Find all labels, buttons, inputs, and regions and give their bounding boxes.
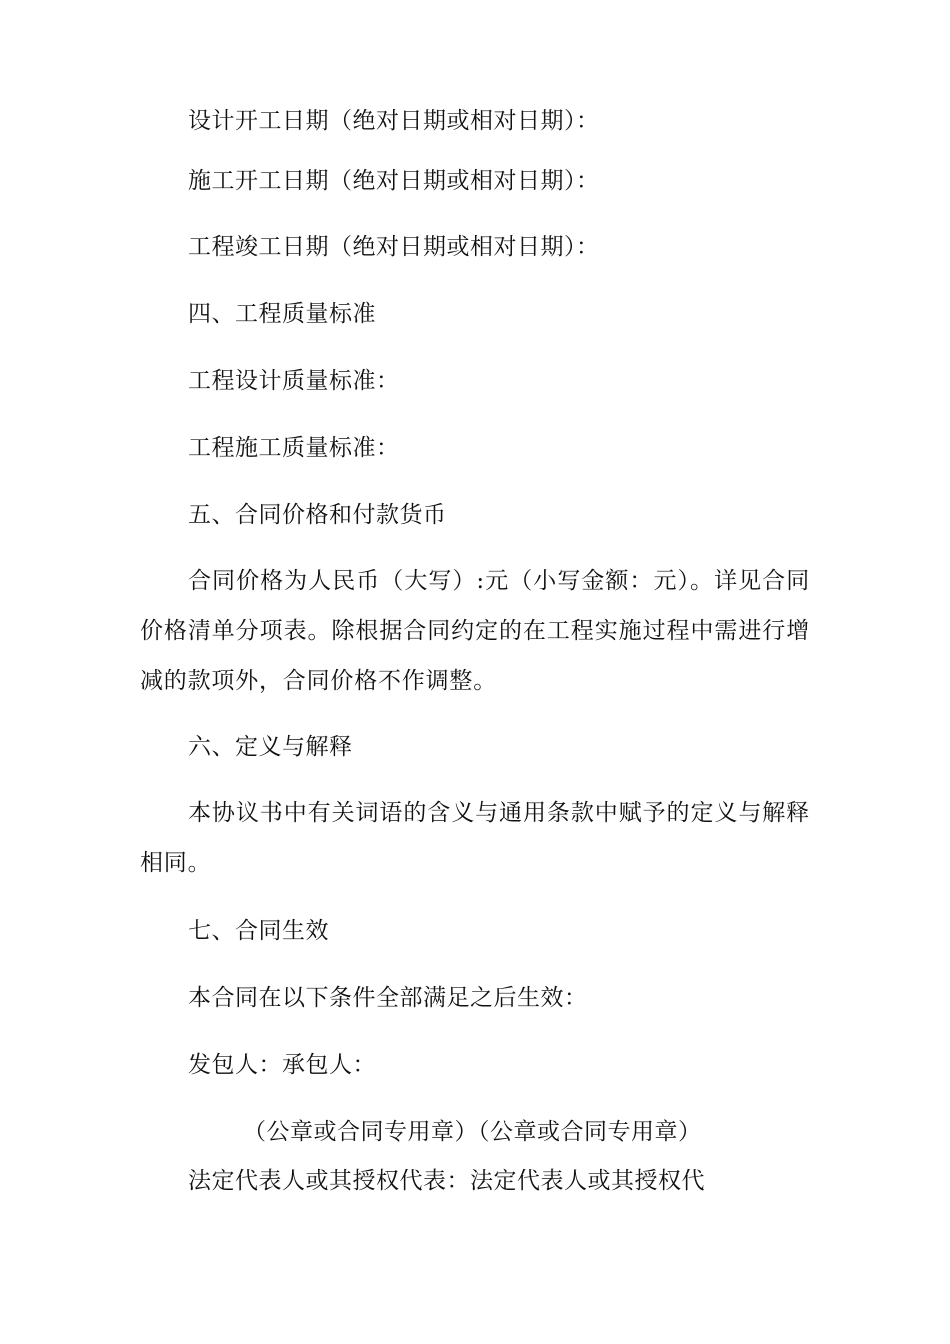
section-7-body: 本合同在以下条件全部满足之后生效： bbox=[188, 985, 588, 1011]
completion-date-line: 工程竣工日期（绝对日期或相对日期）： bbox=[188, 234, 600, 260]
seals-line: （公章或合同专用章）（公章或合同专用章） bbox=[243, 1119, 702, 1145]
construction-quality-standard-line: 工程施工质量标准： bbox=[188, 435, 400, 461]
parties-line: 发包人：承包人： bbox=[188, 1052, 376, 1078]
representatives-line: 法定代表人或其授权代表：法定代表人或其授权代 bbox=[188, 1168, 705, 1194]
section-5-body: 合同价格为人民币（大写）:元（小写金额：元）。详见合同价格清单分项表。除根据合同约定的在工程实施过程中需进行增减的款项外，合同价格不作调整。 bbox=[140, 568, 810, 694]
design-quality-standard-line: 工程设计质量标准： bbox=[188, 368, 400, 394]
section-6-heading: 六、定义与解释 bbox=[188, 734, 353, 760]
section-6-body: 本协议书中有关词语的含义与通用条款中赋予的定义与解释相同。 bbox=[140, 800, 810, 876]
design-start-date-line: 设计开工日期（绝对日期或相对日期）： bbox=[188, 108, 600, 134]
section-4-heading: 四、工程质量标准 bbox=[188, 301, 376, 327]
section-7-heading: 七、合同生效 bbox=[188, 918, 329, 944]
section-5-heading: 五、合同价格和付款货币 bbox=[188, 502, 447, 528]
construction-start-date-line: 施工开工日期（绝对日期或相对日期）： bbox=[188, 168, 600, 194]
